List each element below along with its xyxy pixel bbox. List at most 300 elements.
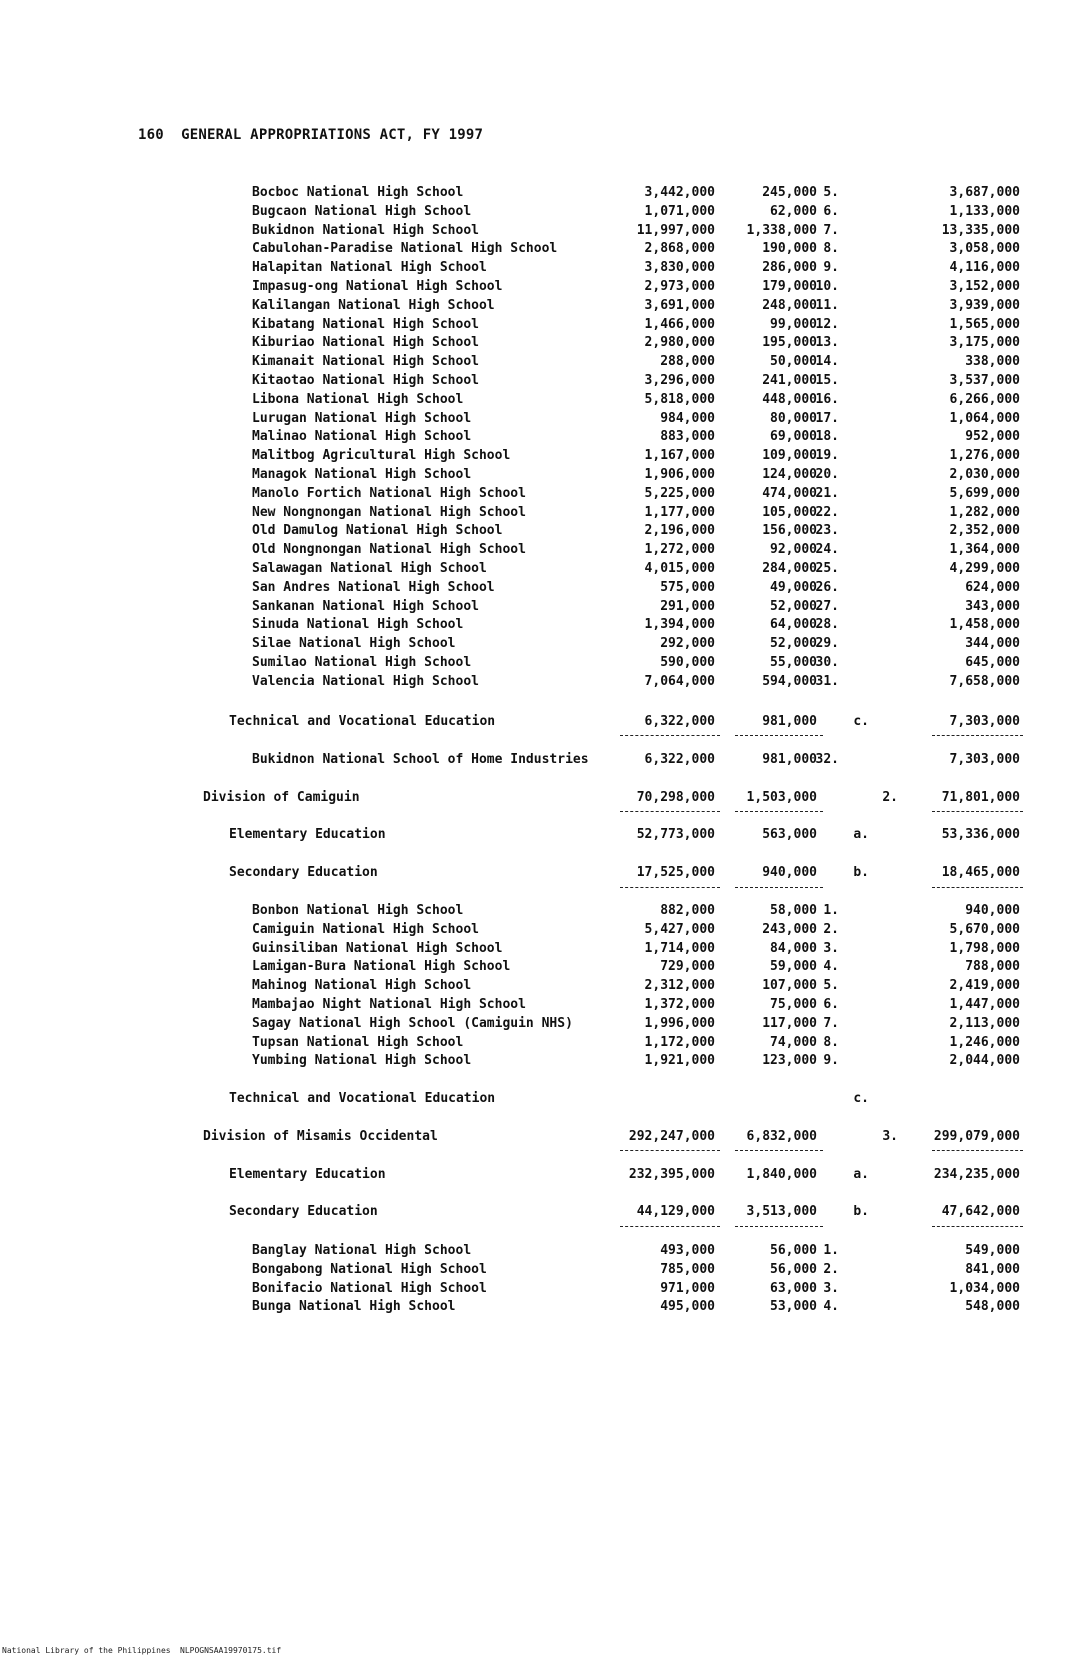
- amount-col2: 3,513,000: [746, 1204, 817, 1219]
- row-number: 16.: [815, 391, 839, 407]
- row-label: Libona National High School: [252, 391, 464, 407]
- amount-col3: 2,030,000: [949, 467, 1020, 482]
- amount-col2: 58,000: [770, 903, 817, 918]
- school-row: [0, 334, 1085, 352]
- row-label: Silae National High School: [252, 636, 456, 652]
- page-title: GENERAL APPROPRIATIONS ACT, FY 1997: [181, 127, 484, 143]
- amount-col3: 6,266,000: [949, 391, 1020, 407]
- amount-col1: 6,322,000: [644, 752, 715, 767]
- row-number: 1.: [823, 903, 839, 918]
- amount-col2: 981,000: [762, 752, 817, 767]
- amount-col1: 785,000: [660, 1261, 715, 1277]
- amount-col1: 1,372,000: [644, 997, 715, 1012]
- row-label: Kibatang National High School: [252, 316, 479, 332]
- row-number: 2.: [882, 790, 898, 805]
- amount-col3: 952,000: [965, 429, 1020, 445]
- amount-col2: 59,000: [770, 959, 817, 975]
- amount-col1: 1,167,000: [644, 448, 715, 464]
- row-number: 2.: [823, 1261, 839, 1277]
- amount-col2: 448,000: [762, 391, 817, 407]
- total-rule: [620, 1150, 720, 1151]
- school-row: [0, 316, 1085, 334]
- row-number: 25.: [815, 561, 839, 576]
- amount-col3: 2,352,000: [949, 523, 1020, 539]
- row-number: 18.: [815, 429, 839, 445]
- amount-col3: 3,152,000: [949, 279, 1020, 294]
- amount-col2: 49,000: [770, 579, 817, 595]
- category-row: [0, 826, 1085, 844]
- amount-col1: 5,427,000: [644, 921, 715, 937]
- page-number: 160: [138, 127, 164, 143]
- row-label: Halapitan National High School: [252, 260, 487, 276]
- amount-col3: 1,364,000: [949, 542, 1020, 558]
- total-rule: [735, 1150, 823, 1151]
- row-number: 14.: [815, 354, 839, 370]
- amount-col1: 2,868,000: [644, 241, 715, 257]
- school-row: [0, 504, 1085, 522]
- amount-col2: 123,000: [762, 1053, 817, 1069]
- amount-col2: 563,000: [762, 827, 817, 842]
- row-number: 23.: [815, 523, 839, 539]
- row-number: b.: [853, 1204, 869, 1219]
- category-row: [0, 864, 1085, 882]
- row-number: a.: [853, 1167, 869, 1182]
- row-number: 27.: [815, 598, 839, 614]
- row-number: 28.: [815, 617, 839, 633]
- school-row: [0, 391, 1085, 409]
- school-row: [0, 598, 1085, 616]
- amount-col1: 1,921,000: [644, 1053, 715, 1069]
- row-label: Old Damulog National High School: [252, 523, 503, 539]
- amount-col2: 62,000: [770, 203, 817, 219]
- amount-col3: 1,133,000: [949, 203, 1020, 219]
- amount-col3: 1,276,000: [949, 448, 1020, 464]
- amount-col1: 1,071,000: [644, 203, 715, 219]
- school-row: [0, 428, 1085, 446]
- amount-col1: 3,830,000: [644, 260, 715, 276]
- school-row: [0, 203, 1085, 221]
- amount-col2: 56,000: [770, 1261, 817, 1277]
- amount-col1: 1,172,000: [644, 1034, 715, 1050]
- amount-col3: 4,116,000: [949, 260, 1020, 276]
- school-row: [0, 1052, 1085, 1070]
- total-rule: [932, 735, 1023, 736]
- amount-col3: 2,113,000: [949, 1015, 1020, 1031]
- row-number: 3.: [882, 1129, 898, 1144]
- row-number: c.: [853, 1091, 869, 1106]
- amount-col3: 47,642,000: [941, 1204, 1020, 1219]
- row-label: Bukidnon National School of Home Industries: [252, 752, 589, 767]
- row-number: 7.: [823, 1015, 839, 1031]
- row-label: Sagay National High School (Camiguin NHS): [252, 1015, 573, 1031]
- row-number: 8.: [823, 1034, 839, 1050]
- school-row: [0, 1280, 1085, 1298]
- row-number: 4.: [823, 959, 839, 975]
- amount-col3: 1,798,000: [949, 940, 1020, 956]
- amount-col2: 50,000: [770, 354, 817, 370]
- row-label: Lurugan National High School: [252, 410, 472, 426]
- amount-col2: 284,000: [762, 561, 817, 576]
- amount-col3: 338,000: [965, 354, 1020, 370]
- school-row: [0, 297, 1085, 315]
- total-rule: [932, 1150, 1023, 1151]
- amount-col2: 107,000: [762, 978, 817, 994]
- page-header: [138, 127, 483, 143]
- amount-col1: 6,322,000: [644, 714, 715, 729]
- amount-col1: 590,000: [660, 655, 715, 670]
- row-number: 17.: [815, 410, 839, 426]
- row-label: Lamigan-Bura National High School: [252, 959, 511, 975]
- amount-col3: 13,335,000: [941, 222, 1020, 238]
- footer-library: National Library of the Philippines: [2, 1646, 171, 1655]
- row-label: Bocboc National High School: [252, 185, 464, 200]
- amount-col3: 5,699,000: [949, 485, 1020, 501]
- amount-col2: 117,000: [762, 1015, 817, 1031]
- row-number: 15.: [815, 373, 839, 388]
- amount-col1: 3,442,000: [644, 185, 715, 200]
- row-label: Cabulohan-Paradise National High School: [252, 241, 558, 257]
- amount-col2: 99,000: [770, 316, 817, 332]
- school-row: [0, 240, 1085, 258]
- row-number: 10.: [815, 279, 839, 294]
- school-row: [0, 751, 1085, 769]
- school-row: [0, 466, 1085, 484]
- row-label: Tupsan National High School: [252, 1034, 464, 1050]
- school-row: [0, 635, 1085, 653]
- amount-col2: 53,000: [770, 1299, 817, 1315]
- row-number: 32.: [815, 752, 839, 767]
- school-row: [0, 958, 1085, 976]
- amount-col2: 243,000: [762, 921, 817, 937]
- amount-col2: 84,000: [770, 940, 817, 956]
- amount-col1: 2,980,000: [644, 335, 715, 351]
- amount-col1: 288,000: [660, 354, 715, 370]
- amount-col3: 2,419,000: [949, 978, 1020, 994]
- amount-col3: 53,336,000: [941, 827, 1020, 842]
- school-row: [0, 522, 1085, 540]
- row-number: 30.: [815, 655, 839, 670]
- amount-col1: 1,466,000: [644, 316, 715, 332]
- amount-col3: 1,282,000: [949, 504, 1020, 520]
- footer-file: NLPOGNSAA19970175.tif: [180, 1646, 282, 1655]
- amount-col2: 80,000: [770, 410, 817, 426]
- amount-col1: 729,000: [660, 959, 715, 975]
- amount-col1: 5,818,000: [644, 391, 715, 407]
- school-row: [0, 1298, 1085, 1316]
- amount-col1: 3,691,000: [644, 297, 715, 313]
- school-row: [0, 1034, 1085, 1052]
- amount-col1: 292,247,000: [628, 1129, 715, 1144]
- row-label: New Nongnongan National High School: [252, 504, 526, 520]
- row-label: Managok National High School: [252, 467, 472, 482]
- school-row: [0, 259, 1085, 277]
- amount-col3: 645,000: [965, 655, 1020, 670]
- amount-col1: 493,000: [660, 1243, 715, 1258]
- row-label: Division of Camiguin: [203, 790, 360, 805]
- amount-col2: 594,000: [762, 673, 817, 689]
- row-number: 26.: [815, 579, 839, 595]
- amount-col3: 1,246,000: [949, 1034, 1020, 1050]
- amount-col1: 291,000: [660, 598, 715, 614]
- row-number: 13.: [815, 335, 839, 351]
- category-row: [0, 1166, 1085, 1184]
- row-label: Sinuda National High School: [252, 617, 464, 633]
- row-number: c.: [853, 714, 869, 729]
- school-row: [0, 485, 1085, 503]
- amount-col1: 1,996,000: [644, 1015, 715, 1031]
- category-row: [0, 1203, 1085, 1221]
- school-row: [0, 222, 1085, 240]
- row-number: 9.: [823, 1053, 839, 1069]
- amount-col2: 109,000: [762, 448, 817, 464]
- school-row: [0, 996, 1085, 1014]
- amount-col3: 344,000: [965, 636, 1020, 652]
- amount-col3: 1,447,000: [949, 997, 1020, 1012]
- amount-col3: 624,000: [965, 579, 1020, 595]
- row-label: Sankanan National High School: [252, 598, 479, 614]
- amount-col1: 984,000: [660, 410, 715, 426]
- amount-col2: 63,000: [770, 1280, 817, 1296]
- division-row: [0, 789, 1085, 807]
- amount-col3: 1,064,000: [949, 410, 1020, 426]
- total-rule: [620, 887, 720, 888]
- amount-col1: 495,000: [660, 1299, 715, 1315]
- school-row: [0, 902, 1085, 920]
- amount-col1: 5,225,000: [644, 485, 715, 501]
- row-label: Bongabong National High School: [252, 1261, 487, 1277]
- amount-col1: 2,312,000: [644, 978, 715, 994]
- row-number: 9.: [823, 260, 839, 276]
- row-number: 19.: [815, 448, 839, 464]
- row-label: Mambajao Night National High School: [252, 997, 526, 1012]
- total-rule: [620, 1226, 720, 1227]
- amount-col3: 2,044,000: [949, 1053, 1020, 1069]
- school-row: [0, 560, 1085, 578]
- row-label: Kitaotao National High School: [252, 373, 479, 388]
- amount-col2: 64,000: [770, 617, 817, 633]
- amount-col3: 841,000: [965, 1261, 1020, 1277]
- category-row: [0, 713, 1085, 731]
- amount-col2: 124,000: [762, 467, 817, 482]
- amount-col2: 474,000: [762, 485, 817, 501]
- amount-col1: 971,000: [660, 1280, 715, 1296]
- total-rule: [620, 735, 720, 736]
- row-number: 12.: [815, 316, 839, 332]
- total-rule: [932, 1226, 1023, 1227]
- school-row: [0, 184, 1085, 202]
- row-number: 6.: [823, 997, 839, 1012]
- amount-col1: 882,000: [660, 903, 715, 918]
- row-number: 8.: [823, 241, 839, 257]
- amount-col1: 2,196,000: [644, 523, 715, 539]
- row-label: Salawagan National High School: [252, 561, 487, 576]
- school-row: [0, 372, 1085, 390]
- row-label: Bugcaon National High School: [252, 203, 472, 219]
- row-number: 3.: [823, 1280, 839, 1296]
- amount-col3: 234,235,000: [933, 1167, 1020, 1182]
- amount-col1: 3,296,000: [644, 373, 715, 388]
- school-row: [0, 353, 1085, 371]
- amount-col3: 4,299,000: [949, 561, 1020, 576]
- amount-col3: 3,537,000: [949, 373, 1020, 388]
- amount-col1: 52,773,000: [636, 827, 715, 842]
- row-label: Bonifacio National High School: [252, 1280, 487, 1296]
- amount-col2: 156,000: [762, 523, 817, 539]
- amount-col1: 1,906,000: [644, 467, 715, 482]
- amount-col1: 11,997,000: [636, 222, 715, 238]
- row-label: Kalilangan National High School: [252, 297, 495, 313]
- row-number: 4.: [823, 1299, 839, 1315]
- school-row: [0, 977, 1085, 995]
- total-rule: [735, 1226, 823, 1227]
- row-number: 6.: [823, 203, 839, 219]
- school-row: [0, 579, 1085, 597]
- row-number: 5.: [823, 185, 839, 200]
- amount-col1: 2,973,000: [644, 279, 715, 294]
- row-label: Malitbog Agricultural High School: [252, 448, 511, 464]
- amount-col3: 7,303,000: [949, 752, 1020, 767]
- school-row: [0, 1242, 1085, 1260]
- amount-col1: 1,714,000: [644, 940, 715, 956]
- amount-col1: 883,000: [660, 429, 715, 445]
- row-number: b.: [853, 865, 869, 880]
- amount-col2: 1,840,000: [746, 1167, 817, 1182]
- row-label: Kimanait National High School: [252, 354, 479, 370]
- amount-col2: 241,000: [762, 373, 817, 388]
- total-rule: [932, 887, 1023, 888]
- row-label: Yumbing National High School: [252, 1053, 472, 1069]
- amount-col1: 292,000: [660, 636, 715, 652]
- amount-col1: 44,129,000: [636, 1204, 715, 1219]
- amount-col1: 4,015,000: [644, 561, 715, 576]
- school-row: [0, 654, 1085, 672]
- amount-col3: 18,465,000: [941, 865, 1020, 880]
- row-label: Division of Misamis Occidental: [203, 1129, 438, 1144]
- amount-col3: 299,079,000: [933, 1129, 1020, 1144]
- row-label: Impasug-ong National High School: [252, 279, 503, 294]
- amount-col2: 286,000: [762, 260, 817, 276]
- row-label: Mahinog National High School: [252, 978, 472, 994]
- row-label: Malinao National High School: [252, 429, 472, 445]
- amount-col1: 1,394,000: [644, 617, 715, 633]
- school-row: [0, 1015, 1085, 1033]
- amount-col2: 69,000: [770, 429, 817, 445]
- row-label: Secondary Education: [229, 1204, 378, 1219]
- school-row: [0, 940, 1085, 958]
- row-number: 2.: [823, 921, 839, 937]
- amount-col3: 3,939,000: [949, 297, 1020, 313]
- row-number: 24.: [815, 542, 839, 558]
- amount-col2: 1,338,000: [746, 222, 817, 238]
- amount-col2: 6,832,000: [746, 1129, 817, 1144]
- amount-col3: 1,034,000: [949, 1280, 1020, 1296]
- amount-col2: 940,000: [762, 865, 817, 880]
- row-number: 7.: [823, 222, 839, 238]
- row-label: Old Nongnongan National High School: [252, 542, 526, 558]
- amount-col2: 981,000: [762, 714, 817, 729]
- total-rule: [735, 811, 823, 812]
- amount-col2: 52,000: [770, 598, 817, 614]
- row-label: Banglay National High School: [252, 1243, 472, 1258]
- row-number: a.: [853, 827, 869, 842]
- row-number: 3.: [823, 940, 839, 956]
- row-number: 22.: [815, 504, 839, 520]
- amount-col1: 1,272,000: [644, 542, 715, 558]
- amount-col3: 788,000: [965, 959, 1020, 975]
- amount-col2: 92,000: [770, 542, 817, 558]
- total-rule: [735, 887, 823, 888]
- row-label: Technical and Vocational Education: [229, 1091, 496, 1106]
- amount-col3: 548,000: [965, 1299, 1020, 1315]
- row-label: Elementary Education: [229, 827, 386, 842]
- row-label: Secondary Education: [229, 865, 378, 880]
- amount-col2: 190,000: [762, 241, 817, 257]
- row-number: 20.: [815, 467, 839, 482]
- amount-col1: 232,395,000: [628, 1167, 715, 1182]
- school-row: [0, 673, 1085, 691]
- amount-col3: 343,000: [965, 598, 1020, 614]
- amount-col1: 1,177,000: [644, 504, 715, 520]
- amount-col2: 56,000: [770, 1243, 817, 1258]
- row-label: Camiguin National High School: [252, 921, 479, 937]
- total-rule: [932, 811, 1023, 812]
- row-label: Guinsiliban National High School: [252, 940, 503, 956]
- amount-col3: 5,670,000: [949, 921, 1020, 937]
- category-row: [0, 1090, 1085, 1108]
- row-label: Bonbon National High School: [252, 903, 464, 918]
- amount-col3: 940,000: [965, 903, 1020, 918]
- row-label: Bukidnon National High School: [252, 222, 479, 238]
- amount-col2: 1,503,000: [746, 790, 817, 805]
- amount-col1: 7,064,000: [644, 673, 715, 689]
- amount-col3: 3,175,000: [949, 335, 1020, 351]
- school-row: [0, 410, 1085, 428]
- amount-col2: 195,000: [762, 335, 817, 351]
- amount-col2: 179,000: [762, 279, 817, 294]
- school-row: [0, 541, 1085, 559]
- row-label: San Andres National High School: [252, 579, 495, 595]
- total-rule: [735, 735, 823, 736]
- amount-col1: 17,525,000: [636, 865, 715, 880]
- school-row: [0, 278, 1085, 296]
- school-row: [0, 921, 1085, 939]
- amount-col3: 3,058,000: [949, 241, 1020, 257]
- amount-col3: 1,458,000: [949, 617, 1020, 633]
- amount-col3: 3,687,000: [949, 185, 1020, 200]
- row-number: 1.: [823, 1243, 839, 1258]
- amount-col2: 52,000: [770, 636, 817, 652]
- amount-col2: 245,000: [762, 185, 817, 200]
- row-label: Elementary Education: [229, 1167, 386, 1182]
- row-label: Kiburiao National High School: [252, 335, 479, 351]
- amount-col3: 7,658,000: [949, 673, 1020, 689]
- row-label: Manolo Fortich National High School: [252, 485, 526, 501]
- row-number: 31.: [815, 673, 839, 689]
- amount-col1: 70,298,000: [636, 790, 715, 805]
- amount-col2: 105,000: [762, 504, 817, 520]
- amount-col3: 549,000: [965, 1243, 1020, 1258]
- amount-col2: 248,000: [762, 297, 817, 313]
- total-rule: [620, 811, 720, 812]
- amount-col2: 75,000: [770, 997, 817, 1012]
- row-label: Bunga National High School: [252, 1299, 456, 1315]
- row-label: Valencia National High School: [252, 673, 479, 689]
- school-row: [0, 616, 1085, 634]
- row-number: 11.: [815, 297, 839, 313]
- row-number: 5.: [823, 978, 839, 994]
- amount-col3: 1,565,000: [949, 316, 1020, 332]
- division-row: [0, 1128, 1085, 1146]
